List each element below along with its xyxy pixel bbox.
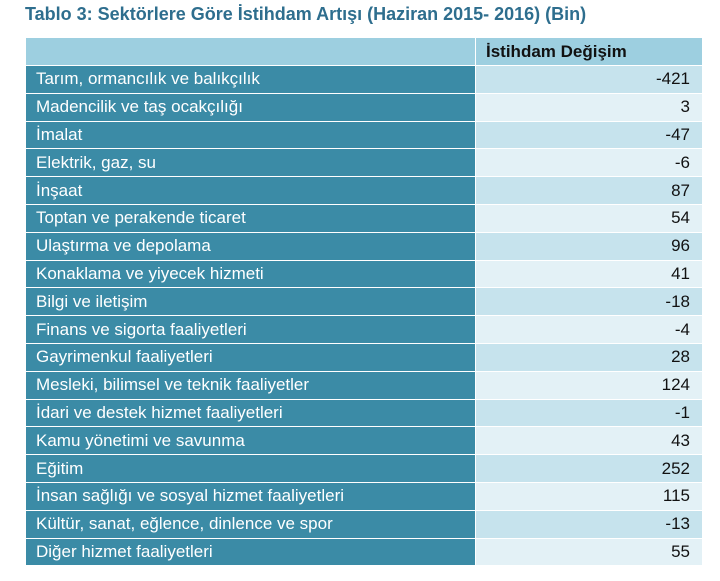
employment-change-value: -47: [476, 122, 702, 149]
table-row: [26, 483, 702, 511]
employment-change-value: -13: [476, 511, 702, 538]
sector-label: Kamu yönetimi ve savunma: [26, 427, 476, 454]
employment-change-value: -18: [476, 288, 702, 315]
employment-change-value: 124: [476, 372, 702, 399]
employment-change-value: 43: [476, 427, 702, 454]
table-row: [26, 149, 702, 177]
employment-change-value: -421: [476, 66, 702, 93]
column-header: İstihdam Değişim: [476, 38, 702, 65]
sector-label: İdari ve destek hizmet faaliyetleri: [26, 400, 476, 427]
employment-change-value: 115: [476, 483, 702, 510]
sector-label: Diğer hizmet faaliyetleri: [26, 539, 476, 566]
employment-change-value: 28: [476, 344, 702, 371]
sector-label: İnşaat: [26, 177, 476, 204]
table-title: Tablo 3: Sektörlere Göre İstihdam Artışı (Haziran 2015- 2016) (Bin): [25, 4, 587, 24]
table-row: [26, 205, 702, 233]
employment-change-value: 252: [476, 455, 702, 482]
sector-label: Konaklama ve yiyecek hizmeti: [26, 261, 476, 288]
table-row: [26, 316, 702, 344]
table-row: [26, 511, 702, 539]
table-row: [26, 427, 702, 455]
table-row: [26, 122, 702, 150]
sector-label: İnsan sağlığı ve sosyal hizmet faaliyetleri: [26, 483, 476, 510]
employment-change-value: 3: [476, 94, 702, 121]
table-row: [26, 233, 702, 261]
table-row: [26, 455, 702, 483]
table-row: [26, 66, 702, 94]
table-row: [26, 94, 702, 122]
table-row: [26, 177, 702, 205]
table-row: [26, 400, 702, 428]
table-body: [26, 66, 702, 566]
sector-label: Ulaştırma ve depolama: [26, 233, 476, 260]
table-row: [26, 288, 702, 316]
employment-change-value: 54: [476, 205, 702, 232]
employment-change-value: -6: [476, 149, 702, 176]
sector-label: Eğitim: [26, 455, 476, 482]
sector-label: Mesleki, bilimsel ve teknik faaliyetler: [26, 372, 476, 399]
sector-label: İmalat: [26, 122, 476, 149]
sector-label: Elektrik, gaz, su: [26, 149, 476, 176]
employment-change-value: 96: [476, 233, 702, 260]
employment-change-value: 41: [476, 261, 702, 288]
sector-label: Kültür, sanat, eğlence, dinlence ve spor: [26, 511, 476, 538]
header-label-cell: [26, 38, 476, 65]
sector-label: Tarım, ormancılık ve balıkçılık: [26, 66, 476, 93]
sector-label: Bilgi ve iletişim: [26, 288, 476, 315]
employment-change-value: 87: [476, 177, 702, 204]
employment-table: [26, 38, 702, 566]
table-row: [26, 539, 702, 567]
table-row: [26, 372, 702, 400]
employment-change-value: -1: [476, 400, 702, 427]
table-header-row: [26, 38, 702, 66]
table-row: [26, 344, 702, 372]
sector-label: Madencilik ve taş ocakçılığı: [26, 94, 476, 121]
sector-label: Gayrimenkul faaliyetleri: [26, 344, 476, 371]
employment-change-value: 55: [476, 539, 702, 566]
sector-label: Finans ve sigorta faaliyetleri: [26, 316, 476, 343]
sector-label: Toptan ve perakende ticaret: [26, 205, 476, 232]
employment-change-value: -4: [476, 316, 702, 343]
table-row: [26, 261, 702, 289]
